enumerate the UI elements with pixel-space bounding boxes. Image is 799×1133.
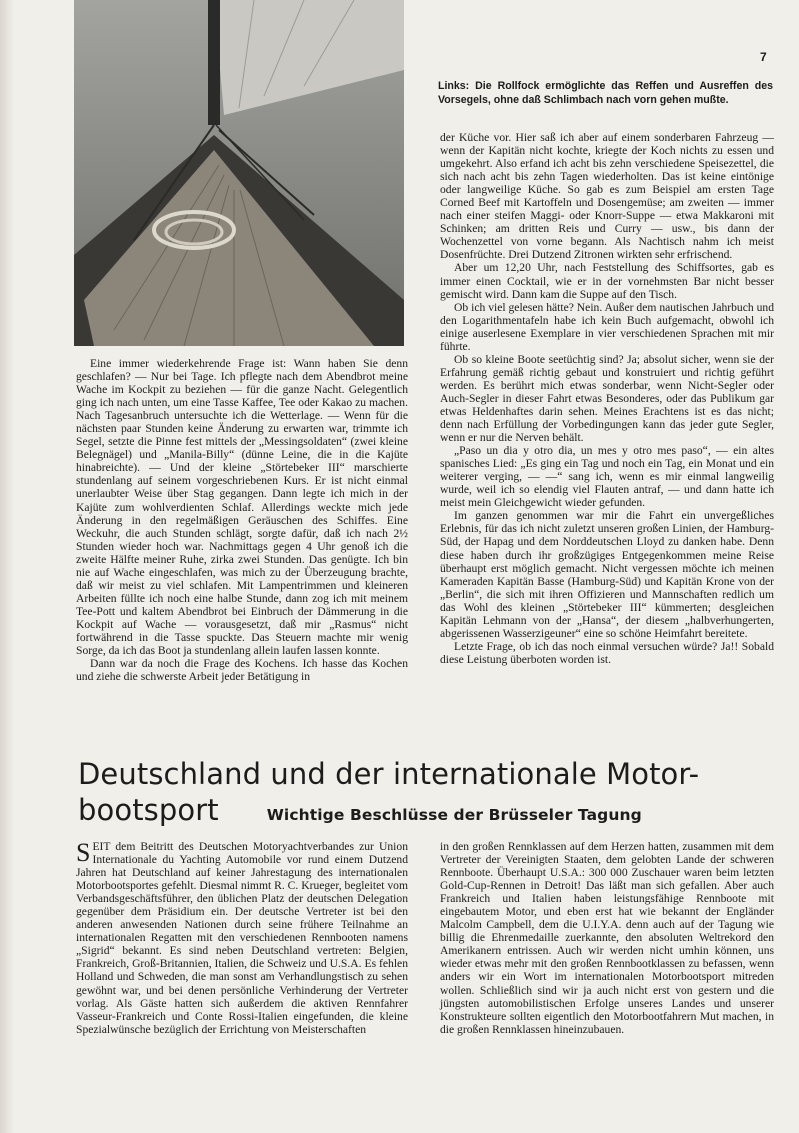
- article-headline: [78, 756, 778, 833]
- photo-caption: Links: Die Rollfock ermöglichte das Reffen und Ausreffen des Vorsegels, ohne daß Schlimbach nach vorn gehen mußte.: [438, 80, 773, 106]
- right-column: [440, 131, 774, 666]
- paragraph: [76, 840, 408, 1036]
- paragraph: Eine immer wiederkehrende Frage ist: Wann haben Sie denn geschlafen? — Nur bei Tage. Ich pflegte nach dem Abendbrot meine Wache im Kockpit zu beziehen — für die ganze Nacht. Gelegentlich ging ich nach unten, um eine Tasse Kaffee, Tee oder Kakao zu machen. Nach Tagesanbruch untersuchte ich die Wetterlage. — Wenn für die nächsten paar Stunden keine Änderung zu erwarten war, trimmte ich Segel, setzte die Pinne fest mittels der „Messingsoldaten“ (zwei kleine Belegnägel) und „Manila-Billy“ (dünne Leine, die in die Kajüte hinabreichte). — Und der kleine „Störtebeker III“ marschierte stundenlang auf seinem vorgeschriebenen Kurs. Er ist nicht einmal unerlaubter Weise über Stag gegangen. Dann legte ich mich in der Kajüte zum wohlverdienten Schlaf. Allerdings weckte mich jede Änderung in den regelmäßigen Geräuschen des Schiffes. Eine Weckuhr, die auch Stunden schlägt, sorgte dafür, daß ich nach 2½ Stunden wieder hoch war. Nachmittags gegen 4 Uhr genoß ich die zweite Hälfte meiner Ruhe, zirka zwei Stunden. Das genügte. Ich bin nie auf Wache eingeschlafen, was mich zu der Überzeugung brachte, daß wir meist zu viel schlafen. Mit Lampentrimmen und kleineren Arbeiten füllte ich noch eine halbe Stunde, dann zog ich mit meinem Tee-Pott und kaltem Abendbrot bei Einbruch der Dämmerung in die Kockpit auf Wache — vorausgesetzt, daß mir „Rasmus“ nicht fortwährend in die Tasse spuckte. Das Steuern machte mir wenig Sorge, da ich das Boot ja stundenlang allein laufen lassen konnte.: [76, 357, 408, 658]
- paragraph: Dann war da noch die Frage des Kochens. Ich hasse das Kochen und ziehe die schwerste Arbeit jeder Betätigung in: [76, 657, 408, 684]
- paragraph-text: EIT dem Beitritt des Deutschen Motoryachtverbandes zur Union Internationale du Yachting Automobile vor rund einem Dutzend Jahren hat Deutschland auf keiner Jahrestagung des internationalen Motorbootsportes gefehlt. Diesmal nimmt R. C. Krueger, begleitet vom Verbandsgeschäftsführer, den üblichen Platz der deutschen Delegation gegenüber dem Präsidium ein. Der deutsche Vertreter ist bei den anderen anwesenden Nationen durch seine frühere Teilnahme an internationalen Regatten mit den verschiedenen Rennbooten namens „Sigrid“ bekannt. Es sind neben Deutschland vertreten: Belgien, Frankreich, Groß-Britannien, Italien, die Schweiz und U.S.A. Es fehlen Holland und Schweden, die man sonst am Verhandlungstisch zu sehen gewöhnt war, und bei denen persönliche Verhinderung der Vertreter vorlag. Als Gäste hatten sich außerdem die aktiven Rennfahrer Vasseur-Frankreich und Conte Rossi-Italien eingefunden, die kleine Spezialwünsche bezüglich der Errichtung von Meisterschaften: [76, 840, 408, 1036]
- article2-left-column: [76, 840, 408, 1036]
- drop-cap: S: [76, 838, 91, 867]
- paragraph: der Küche vor. Hier saß ich aber auf einem sonderbaren Fahrzeug — wenn der Kapitän nicht kochte, kriegte der Koch nichts zu essen und umgekehrt. Also erfand ich acht bis zehn verschiedene Speisezettel, die sich nach acht bis zehn Tagen wiederholten. Das ist keine eintönige oder langweilige Küche. So gab es zum Beispiel am ersten Tage Corned Beef mit Kartoffeln und Dosengemüse; am zweiten — immer nach einer steifen Maggi- oder Knorr-Suppe — etwa Makkaroni mit Schinken; am dritten Reis und Curry — usw., bis dann der Wochenzettel von vorne begann. Als Nachtisch nahm ich meist Dosenfrüchte. Drei Dutzend Zitronen wirkten sehr erfrischend.: [440, 131, 774, 262]
- paragraph: „Paso un dia y otro dia, un mes y otro mes paso“, — ein altes spanisches Lied: „Es ging ein Tag und noch ein Tag, ein Monat und ein weiterer verging, — —“ sang ich, wenn es mir einmal langweilig wurde, weil ich so elendig viel Flauten antraf, — und dann hatte ich meist mein Gleichgewicht wieder gefunden.: [440, 444, 774, 510]
- paragraph: Im ganzen genommen war mir die Fahrt ein unvergeßliches Erlebnis, für das ich nicht zuletzt unseren großen Linien, der Hamburg-Süd, der Hapag und dem Norddeutschen Lloyd zu danken habe. Denn diese haben durch ihr großzügiges Entgegenkommen meine Reise überhaupt erst möglich gemacht. Nicht vergessen möchte ich meinen Kameraden Kapitän Basse (Hamburg-Süd) und Kapitän Krone von der „Berlin“, die sich mit ihren Offizieren und Mannschaften redlich um das Wohl des kleinen „Störtebeker III“ kümmerten; desgleichen Kapitän Lehmann von der „Hansa“, der diesem „halbverhungerten, abgerissenen Wasserzigeuner“ eine so schöne Heimfahrt bereitete.: [440, 509, 774, 640]
- headline-line-2: bootsport: [78, 793, 219, 827]
- paragraph: in den großen Rennklassen auf dem Herzen hatten, zusammen mit dem Vertreter der Vereinigten Staaten, dem gelobten Lande der schweren Rennboote. Überhaupt U.S.A.: 300 000 Zuschauer waren beim letzten Gold-Cup-Rennen in Detroit! Das läßt man sich gefallen. Aber auch Frankreich und Italien haben leistungsfähige Rennboote mit eingebautem Motor, und eben erst hat wie bekannt der Engländer Malcolm Campbell, dem die U.I.Y.A. denn auch auf der Tagung wie billig die Ehrenmedaille zuerkannte, den absoluten Weltrekord den Amerikanern entrissen. Auch wir werden nicht umhin können, uns wieder etwas mehr mit den großen Rennbootklassen zu befassen, wenn anders wir ein Wort im internationalen Motorbootsport mitreden wollen. Schließlich sind wir ja auch nicht erst von gestern und die jüngsten automobilistischen Erfolge unseres Landes und unserer Konstrukteure sollten eigentlich den Motorbootfahrern Mut machen, in die großen Rennklassen hineinzubauen.: [440, 840, 774, 1036]
- sailboat-illustration: [74, 0, 404, 346]
- article-subhead: Wichtige Beschlüsse der Brüsseler Tagung: [266, 806, 642, 824]
- paragraph: Ob ich viel gelesen hätte? Nein. Außer dem nautischen Jahrbuch und den Logarithmentafeln habe ich kein Buch aufgemacht, obwohl ich einige auserlesene Exemplare in vier verschiedenen Sprachen mit mir führte.: [440, 300, 774, 353]
- scan-edge: [0, 0, 14, 1133]
- article2-right-column: [440, 840, 774, 1036]
- sailboat-photo: [74, 0, 404, 346]
- headline-line-1: Deutschland und der internationale Motor-: [78, 757, 700, 791]
- headline-line-2-row: [78, 792, 778, 833]
- paragraph: Ob so kleine Boote seetüchtig sind? Ja; absolut sicher, wenn sie der Erfahrung gemäß richtig gebaut und konstruiert und richtig geführt werden. Es berührt mich etwas sonderbar, wenn Nicht-Segler oder Auch-Segler in dieser Fahrt etwas Besonderes, oder das Publikum gar etwas Heldenhaftes darin sehen. Meines Erachtens ist es das nicht; denn nach Erfüllung der Vorbedingungen kann das jeder gute Segler, wenn er nur die Nerven behält.: [440, 352, 774, 445]
- page-number: 7: [760, 50, 767, 64]
- left-column: [76, 357, 408, 683]
- paragraph: Letzte Frage, ob ich das noch einmal versuchen würde? Ja!! Sobald diese Leistung überboten worden ist.: [440, 639, 774, 666]
- paragraph: Aber um 12,20 Uhr, nach Feststellung des Schiffsortes, gab es immer einen Cocktail, wie er in der vornehmsten Bar nicht besser gemischt wird. Dann kam die Suppe auf den Tisch.: [440, 261, 774, 301]
